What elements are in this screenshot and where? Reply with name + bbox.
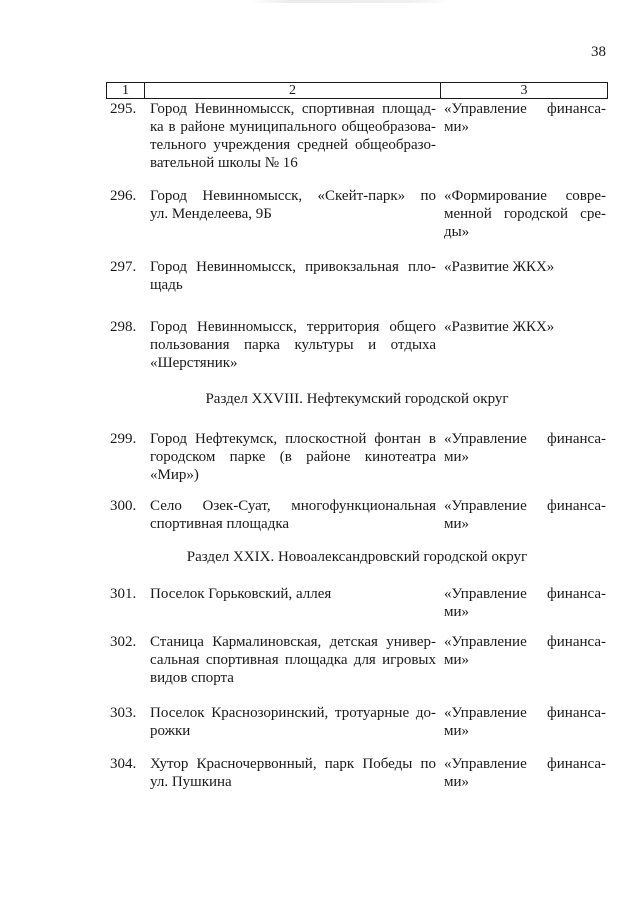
program-line: ми» [444, 119, 470, 135]
description-line: Город Невинномысск, «Скейт-парк» по [150, 188, 436, 204]
row-program [444, 318, 606, 336]
row-program [444, 100, 606, 136]
header-col-1: 1 [107, 83, 145, 98]
row-description [150, 187, 436, 223]
description-line: Хутор Красночервонный, парк Победы по [150, 756, 436, 772]
description-line: видов спорта [150, 670, 234, 686]
row-program [444, 633, 606, 669]
table-header [106, 82, 608, 99]
header-col-2: 2 [145, 83, 441, 98]
row-description [150, 755, 436, 791]
program-line: «Развитие ЖКХ» [444, 319, 555, 335]
description-line: Поселок Горьковский, аллея [150, 586, 332, 602]
row-description [150, 258, 436, 294]
scan-artifact [250, 0, 450, 3]
description-line: Станица Кармалиновская, детская универ- [150, 634, 436, 650]
description-line: рожки [150, 723, 191, 739]
row-program [444, 187, 606, 241]
program-line: «Управление финанса- [444, 634, 606, 650]
row-number: 302. [110, 634, 137, 650]
program-line: ми» [444, 723, 470, 739]
description-line: Город Нефтекумск, плоскостной фонтан в [150, 431, 436, 447]
program-line: ды» [444, 224, 470, 240]
row-number: 304. [110, 756, 137, 772]
program-line: «Управление финанса- [444, 705, 606, 721]
header-col-3: 3 [520, 83, 528, 98]
row-number: 296. [110, 188, 137, 204]
row-program [444, 585, 606, 621]
description-line: городском парке (в районе кинотеатра [150, 449, 436, 465]
program-line: ми» [444, 774, 470, 790]
row-number: 300. [110, 498, 137, 514]
description-line: «Шерстяник» [150, 355, 238, 371]
row-description [150, 430, 436, 484]
row-number: 295. [110, 101, 137, 117]
description-line: Город Невинномысск, территория общего [150, 319, 436, 335]
program-line: «Управление финанса- [444, 756, 606, 772]
row-program [444, 258, 606, 276]
description-line: Село Озек-Суат, многофункциональная [150, 498, 436, 514]
description-line: тельного учреждения средней общеобразо- [150, 137, 436, 153]
description-line: ка в районе муниципального общеобразова- [150, 119, 436, 135]
description-line: ул. Пушкина [150, 774, 232, 790]
description-line: пользования парка культуры и отдыха [150, 337, 436, 353]
program-line: менной городской сре- [444, 206, 606, 222]
description-line: «Мир») [150, 467, 199, 483]
row-program [444, 755, 606, 791]
row-description [150, 633, 436, 687]
program-line: «Управление финанса- [444, 101, 606, 117]
description-line: спортивная площадка [150, 516, 290, 532]
section-title-28: Раздел XXVIII. Нефтекумский городской округ [205, 391, 509, 407]
row-description [150, 318, 436, 372]
row-number: 299. [110, 431, 137, 447]
program-line: ми» [444, 652, 470, 668]
program-line: «Развитие ЖКХ» [444, 259, 555, 275]
program-line: «Управление финанса- [444, 431, 606, 447]
description-line: сальная спортивная площадка для игровых [150, 652, 436, 668]
program-line: «Управление финанса- [444, 498, 606, 514]
row-program [444, 430, 606, 466]
row-description [150, 704, 436, 740]
row-description [150, 585, 436, 603]
description-line: ул. Менделеева, 9Б [150, 206, 272, 222]
row-description [150, 497, 436, 533]
description-line: Город Невинномысск, спортивная площад- [150, 101, 436, 117]
row-description [150, 100, 436, 172]
row-number: 301. [110, 586, 137, 602]
description-line: Город Невинномысск, привокзальная пло- [150, 259, 436, 275]
program-line: «Формирование совре- [444, 188, 606, 204]
row-program [444, 497, 606, 533]
row-number: 297. [110, 259, 137, 275]
row-number: 298. [110, 319, 137, 335]
program-line: ми» [444, 449, 470, 465]
description-line: щадь [150, 277, 183, 293]
row-number: 303. [110, 705, 137, 721]
section-title-29: Раздел XXIX. Новоалександровский городской округ [186, 549, 528, 565]
row-program [444, 704, 606, 740]
description-line: вательной школы № 16 [150, 155, 298, 171]
page-number: 38 [591, 44, 606, 60]
program-line: ми» [444, 604, 470, 620]
program-line: «Управление финанса- [444, 586, 606, 602]
program-line: ми» [444, 516, 470, 532]
description-line: Поселок Краснозоринский, тротуарные до- [150, 705, 436, 721]
